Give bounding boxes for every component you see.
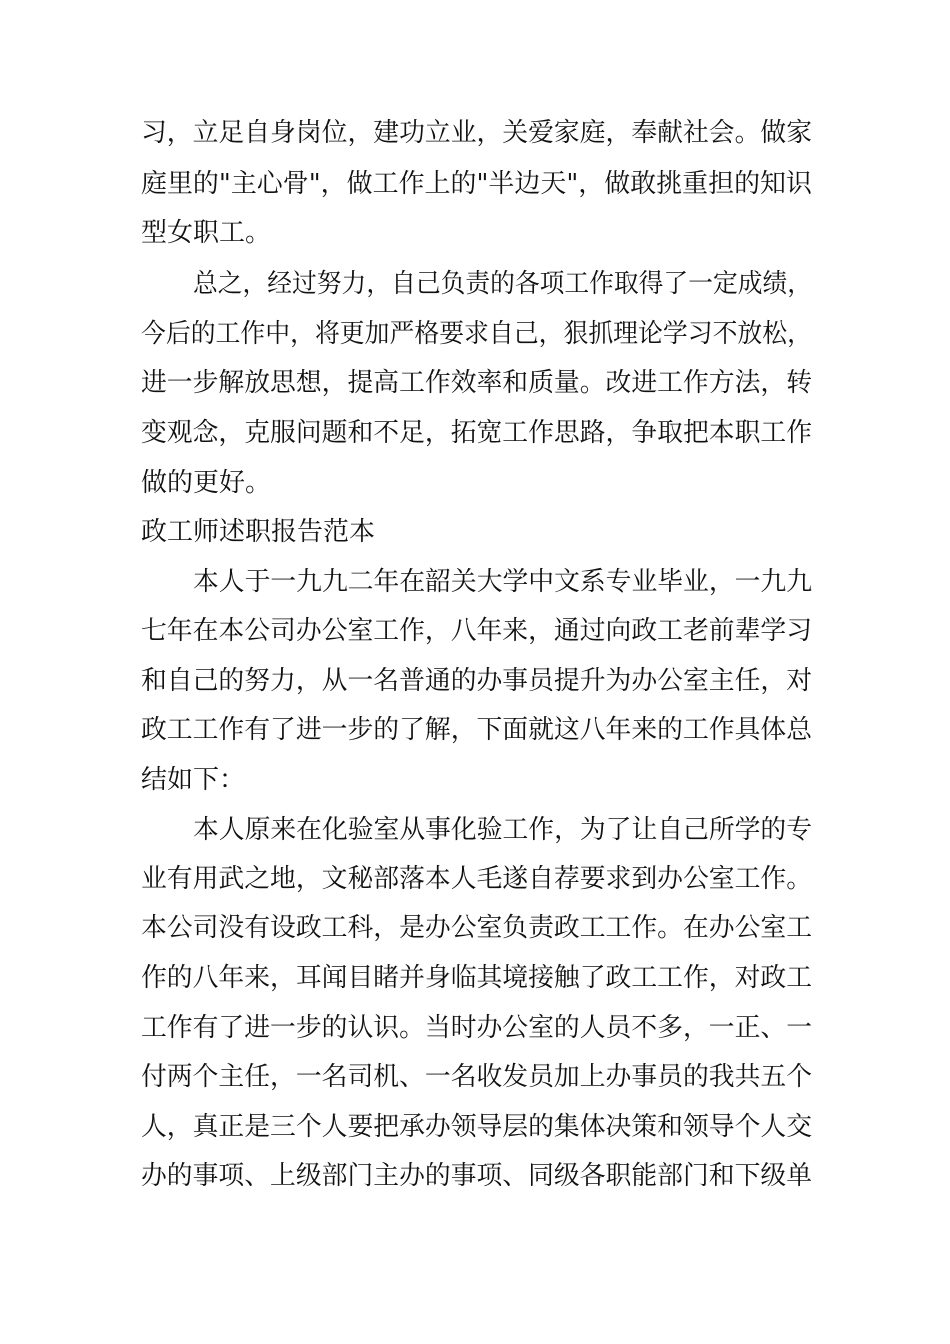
text-line [0,309,950,359]
line-text: 作的八年来，耳闻目睹并身临其境接触了政工工作，对政工 [141,963,813,993]
text-line [0,358,950,408]
text-line [0,1052,950,1102]
text-line [0,1003,950,1053]
line-text: 做的更好。 [141,468,272,498]
text-line [0,208,950,258]
line-text: 型女职工。 [141,218,272,248]
line-text: 本人原来在化验室从事化验工作，为了让自己所学的专 [193,815,813,845]
text-line [0,854,950,904]
line-text: 和自己的努力，从一名普通的办事员提升为办公室主任，对 [141,666,813,696]
text-line [0,903,950,953]
text-line [0,108,950,158]
line-text: 七年在本公司办公室工作，八年来，通过向政工老前辈学习 [141,616,813,646]
text-line [0,805,950,855]
line-text: 总之，经过努力，自己负责的各项工作取得了一定成绩， [193,269,813,299]
text-line [0,606,950,656]
line-text: 办的事项、上级部门主办的事项、同级各职能部门和下级单 [141,1161,813,1191]
line-text: 本公司没有设政工科，是办公室负责政工工作。在办公室工 [141,913,813,943]
text-line [0,705,950,755]
line-text: 变观念，克服问题和不足，拓宽工作思路，争取把本职工作 [141,418,813,448]
line-text: 庭里的"主心骨"，做工作上的"半边天"，做敢挑重担的知识 [141,169,812,199]
section-heading [0,507,950,557]
line-text: 今后的工作中，将更加严格要求自己，狠抓理论学习不放松， [141,319,812,349]
text-line [0,656,950,706]
line-text: 习，立足自身岗位，建功立业，关爱家庭，奉献社会。做家 [141,118,813,148]
line-text: 付两个主任，一名司机、一名收发员加上办事员的我共五个 [141,1062,813,1092]
text-line [0,1151,950,1201]
line-text: 政工工作有了进一步的了解，下面就这八年来的工作具体总 [141,715,813,745]
line-text: 结如下： [141,765,246,795]
heading-text: 政工师述职报告范本 [141,517,376,547]
text-line [0,953,950,1003]
line-text: 业有用武之地，文秘部落本人毛遂自荐要求到办公室工作。 [141,864,813,894]
line-text: 人，真正是三个人要把承办领导层的集体决策和领导个人交 [141,1112,813,1142]
line-text: 工作有了进一步的认识。当时办公室的人员不多，一正、一 [141,1013,813,1043]
text-line [0,755,950,805]
text-line [0,1102,950,1152]
text-line [0,159,950,209]
text-line [0,259,950,309]
text-line [0,458,950,508]
line-text: 进一步解放思想，提高工作效率和质量。改进工作方法，转 [141,368,813,398]
line-text: 本人于一九九二年在韶关大学中文系专业毕业，一九九 [193,567,813,597]
text-line [0,557,950,607]
text-line [0,408,950,458]
